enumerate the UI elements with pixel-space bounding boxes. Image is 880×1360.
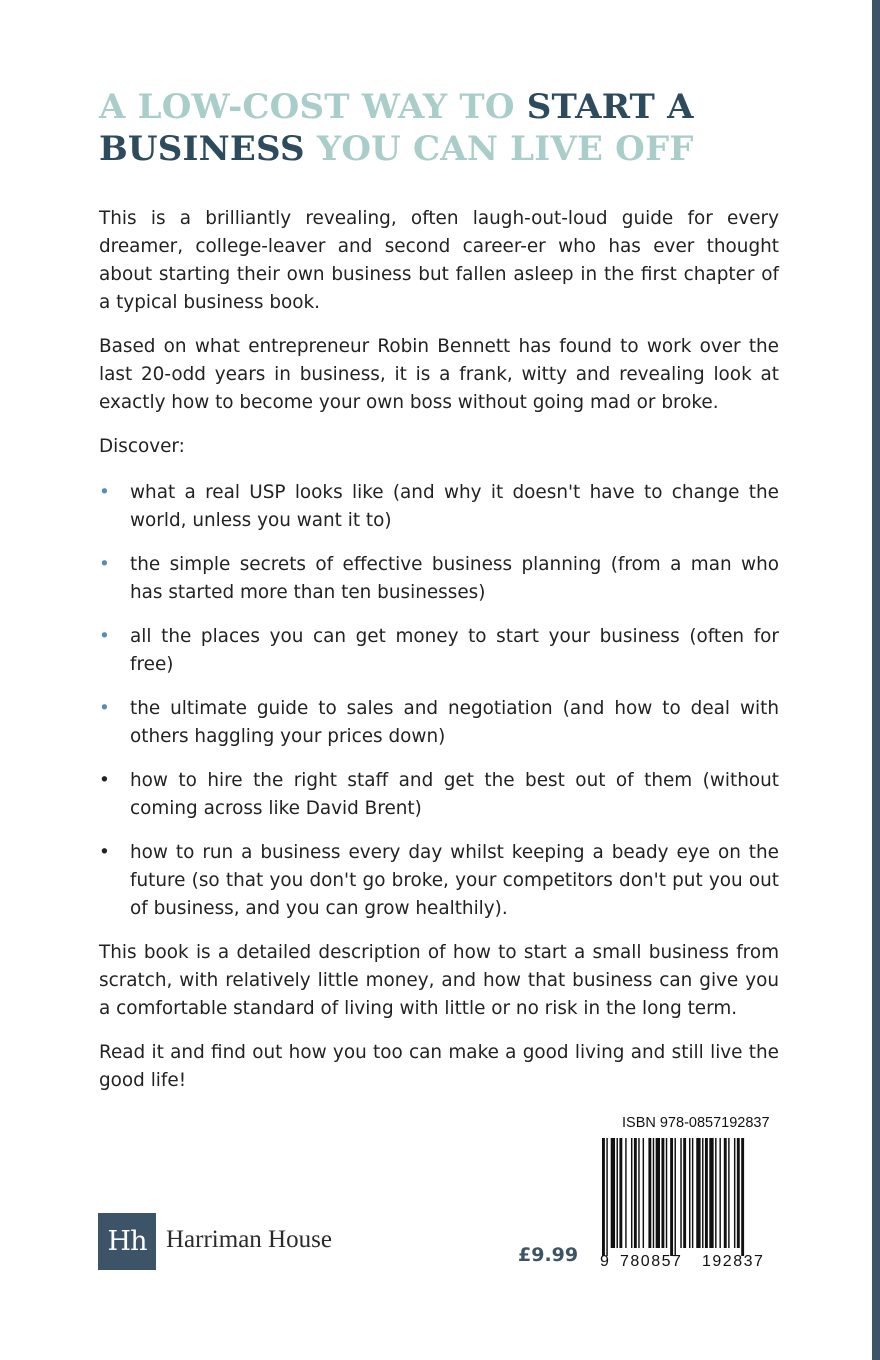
barcode-bar (709, 1138, 713, 1248)
barcode-bar (705, 1138, 708, 1248)
bullet-dot: • (99, 626, 110, 647)
barcode (600, 1138, 782, 1268)
headline (99, 86, 799, 170)
barcode-bar (741, 1138, 744, 1256)
barcode-bar (724, 1138, 727, 1248)
barcode-bar (666, 1138, 667, 1248)
price: £9.99 (518, 1244, 579, 1266)
discover-list (99, 479, 779, 923)
barcode-bar (715, 1138, 716, 1248)
barcode-bar (670, 1138, 673, 1256)
headline-part-1: A LOW-COST WAY TO (99, 87, 527, 127)
barcode-digits-left: 780857 (620, 1253, 683, 1268)
description-paragraph: This book is a detailed description of how to start a small business from scratch, with relatively little money, and how that business can give you a comfortable standard of living with little or no risk in the long term. (99, 942, 779, 1019)
publisher-name: Harriman House (166, 1226, 332, 1253)
barcode-bar (648, 1138, 651, 1248)
barcode-bar (734, 1138, 735, 1248)
headline-part-2: START A BUSINESS (99, 87, 694, 169)
discover-item (99, 767, 779, 823)
discover-item (99, 623, 779, 679)
discover-item (99, 479, 779, 535)
barcode-bar (675, 1138, 676, 1256)
bullet-dot: • (99, 770, 110, 791)
closing-paragraph: Read it and find out how you too can make a good living and still live the good life! (99, 1042, 779, 1091)
isbn-label: ISBN 978-0857192837 (622, 1115, 770, 1131)
barcode-bar (643, 1138, 644, 1248)
barcode-bar (702, 1138, 703, 1248)
discover-item (99, 839, 779, 923)
barcode-bars (602, 1138, 744, 1256)
barcode-bar (619, 1138, 622, 1248)
barcode-bar (611, 1138, 615, 1248)
barcode-bar (728, 1138, 729, 1248)
barcode-bar (602, 1138, 605, 1256)
discover-item-text: the ultimate guide to sales and negotiation (and how to deal with others haggling your prices down) (130, 698, 779, 747)
headline-part-3: YOU CAN LIVE OFF (304, 129, 694, 169)
barcode-bar (638, 1138, 639, 1248)
discover-label: Discover: (99, 436, 185, 457)
discover-item (99, 551, 779, 607)
bullet-dot: • (99, 842, 110, 863)
barcode-bar (631, 1138, 632, 1248)
discover-item-text: all the places you can get money to start your business (often for free) (130, 626, 779, 675)
barcode-bar (692, 1138, 693, 1248)
barcode-bar (696, 1138, 700, 1248)
barcode-bar (661, 1138, 664, 1248)
barcode-bar (653, 1138, 654, 1248)
discover-item-text: how to run a business every day whilst keeping a beady eye on the future (so that you don't go broke, your competitors don't put you out of business, and you can grow healthily). (130, 842, 779, 919)
spine-edge (872, 0, 880, 1360)
bullet-dot: • (99, 482, 110, 503)
barcode-digits-right: 192837 (702, 1253, 765, 1268)
barcode-digit-first: 9 (600, 1253, 609, 1268)
blurb (99, 205, 779, 1111)
bullet-dot: • (99, 698, 110, 719)
publisher-logo (98, 1213, 156, 1270)
barcode-bar (683, 1138, 686, 1248)
barcode-bar (617, 1138, 618, 1248)
barcode-bar (737, 1138, 740, 1248)
discover-item-text: how to hire the right staff and get the best out of them (without coming across like David Brent) (130, 770, 779, 819)
barcode-bar (719, 1138, 720, 1248)
barcode-bar (689, 1138, 690, 1248)
publisher-logo-text: Hh (107, 1226, 147, 1257)
barcode-bar (680, 1138, 681, 1248)
barcode-bar (634, 1138, 637, 1248)
discover-item-text: what a real USP looks like (and why it doesn't have to change the world, unless you want it to) (130, 482, 779, 531)
intro-paragraph: This is a brilliantly revealing, often laugh-out-loud guide for every dreamer, college-leaver and second career-er who has ever thought about starting their own business but fallen asleep in the first chapter of a typical business book. (99, 208, 779, 313)
discover-item (99, 695, 779, 751)
bullet-dot: • (99, 554, 110, 575)
barcode-bar (656, 1138, 660, 1248)
based-on-paragraph: Based on what entrepreneur Robin Bennett has found to work over the last 20-odd years in business, it is a frank, witty and revealing look at exactly how to become your own boss without going mad or broke. (99, 336, 779, 413)
barcode-bar (606, 1138, 607, 1256)
discover-item-text: the simple secrets of effective business planning (from a man who has started more than ten businesses) (130, 554, 779, 603)
barcode-bar (625, 1138, 626, 1248)
